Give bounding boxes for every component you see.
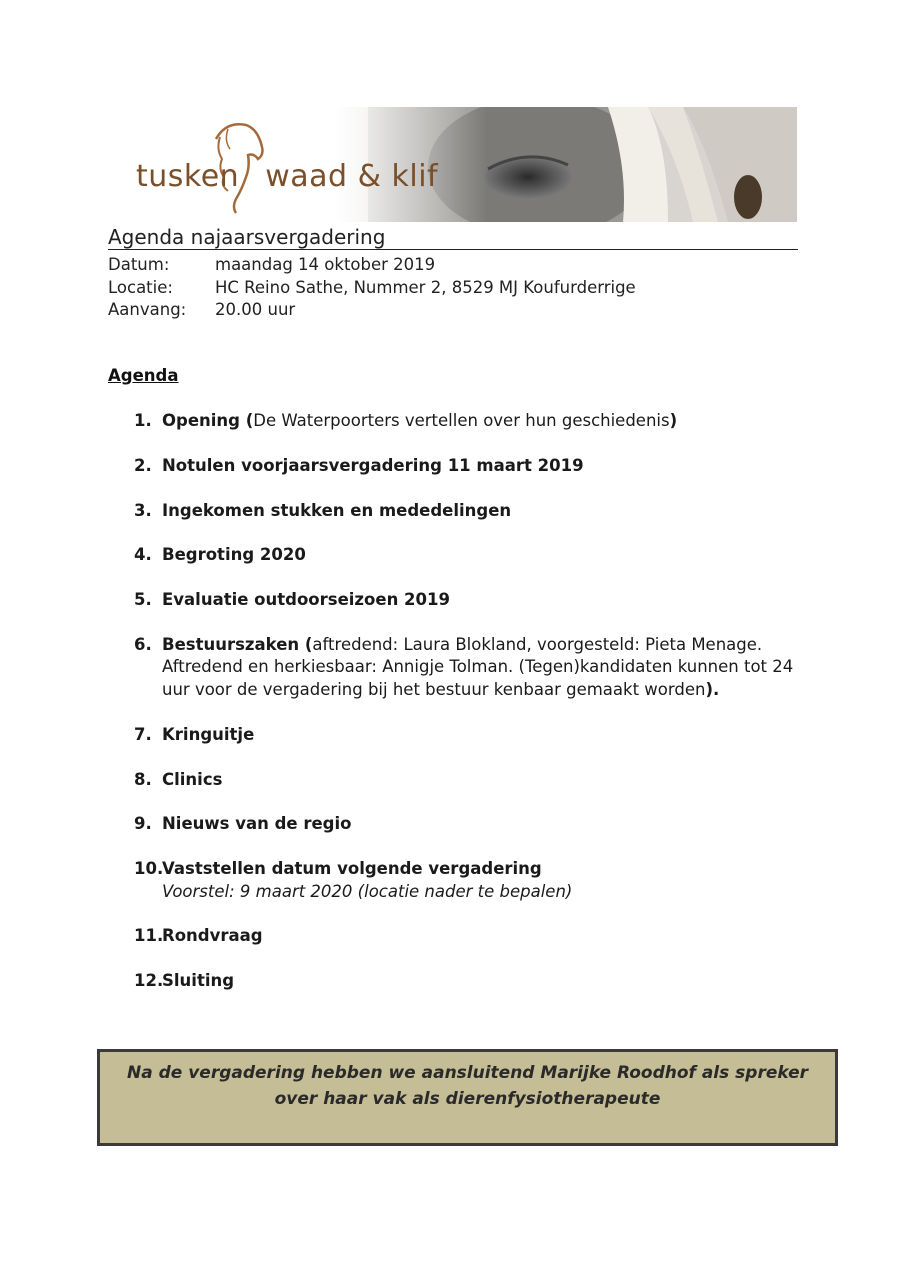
agenda-item xyxy=(134,455,814,478)
item-number: 1. xyxy=(134,411,152,430)
meta-row-date xyxy=(108,254,636,277)
meta-label: Aanvang: xyxy=(108,300,187,319)
agenda-item xyxy=(134,970,814,993)
meta-value: HC Reino Sathe, Nummer 2, 8529 MJ Koufurderrige xyxy=(215,277,636,297)
agenda-item xyxy=(134,769,814,792)
item-subtext: Voorstel: 9 maart 2020 (locatie nader te bepalen) xyxy=(162,881,573,901)
meta-label: Locatie: xyxy=(108,277,173,297)
agenda-item xyxy=(134,925,814,948)
item-number: 7. xyxy=(134,724,152,744)
logo-word-tusken: tusken xyxy=(136,159,240,194)
meta-value: maandag 14 oktober 2019 xyxy=(215,255,436,274)
agenda-item xyxy=(134,634,814,702)
item-number: 11. xyxy=(134,926,164,946)
item-title: Rondvraag xyxy=(162,926,263,946)
meta-row-location xyxy=(108,277,636,300)
item-number: 4. xyxy=(134,545,152,565)
item-title: Vaststellen datum volgende vergadering xyxy=(162,859,542,879)
logo-text xyxy=(136,159,438,194)
item-number: 12. xyxy=(134,971,164,991)
item-title: Nieuws van de regio xyxy=(162,814,352,834)
agenda-item xyxy=(134,589,814,612)
agenda-item xyxy=(134,858,814,903)
item-number: 3. xyxy=(134,500,152,520)
agenda-item xyxy=(134,544,814,567)
agenda-item xyxy=(134,500,814,523)
item-detail: aftredend: Laura Blokland, voorgesteld: Pieta Menage. Aftredend en herkiesbaar: Annigje Tolman. (Tegen)kandidaten kunnen tot 24 uur voor de vergadering bij het bestuur kenbaar gemaakt worden xyxy=(162,634,794,699)
item-close: ). xyxy=(705,679,720,699)
item-number: 6. xyxy=(134,634,152,654)
item-title: Ingekomen stukken en mededelingen xyxy=(162,500,512,520)
announcement-box: Na de vergadering hebben we aansluitend Marijke Roodhof als spreker over haar vak als dierenfysiotherapeute xyxy=(97,1049,838,1146)
item-number: 9. xyxy=(134,814,152,834)
header-banner xyxy=(108,107,797,222)
meta-row-start xyxy=(108,299,636,322)
agenda-item xyxy=(134,410,814,433)
item-title: Kringuitje xyxy=(162,724,255,744)
agenda-item xyxy=(134,813,814,836)
agenda-list xyxy=(134,410,814,1015)
item-close: ) xyxy=(669,411,678,430)
item-title: Clinics xyxy=(162,769,223,789)
meta-value: 20.00 uur xyxy=(215,300,296,319)
item-title: Sluiting xyxy=(162,971,235,991)
item-number: 8. xyxy=(134,769,152,789)
item-title: Notulen voorjaarsvergadering 11 maart 2019 xyxy=(162,455,584,475)
agenda-heading: Agenda xyxy=(108,366,179,385)
meta-label: Datum: xyxy=(108,255,170,274)
logo-word-waad-klif: waad & klif xyxy=(265,159,439,194)
item-title: Evaluatie outdoorseizoen 2019 xyxy=(162,590,450,610)
document-title: Agenda najaarsvergadering xyxy=(108,225,798,250)
meeting-details xyxy=(108,254,636,322)
item-number: 10. xyxy=(134,859,164,879)
item-number: 5. xyxy=(134,590,152,610)
item-title: Bestuurszaken ( xyxy=(162,634,313,654)
item-title: Begroting 2020 xyxy=(162,545,306,565)
agenda-item xyxy=(134,724,814,747)
item-number: 2. xyxy=(134,455,152,475)
item-title: Opening ( xyxy=(162,411,254,430)
item-detail: De Waterpoorters vertellen over hun geschiedenis xyxy=(253,411,670,430)
